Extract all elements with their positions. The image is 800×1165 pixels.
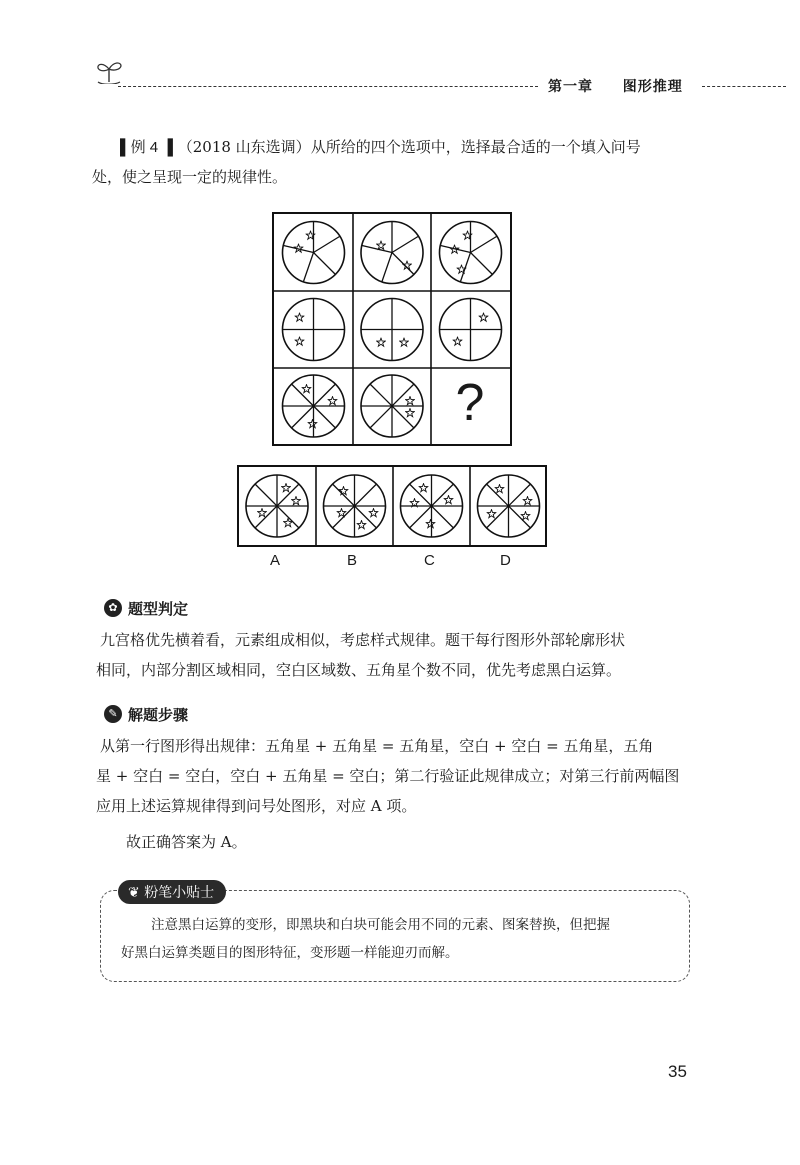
question-source: （2018 山东选调） xyxy=(177,138,311,156)
chapter-label: 第一章 xyxy=(548,79,593,95)
tip-text xyxy=(121,911,681,967)
option-b-figure xyxy=(324,475,386,537)
grid-cell-r3c1 xyxy=(283,375,345,437)
option-c-figure xyxy=(401,475,463,537)
section2-line-2: 星 + 空白 = 空白，空白 + 五角星 = 空白；第二行验证此规律成立；对第三行前两幅图 xyxy=(96,767,680,785)
puzzle-grid xyxy=(272,212,512,446)
example-tag: ▌例 4 ▐ xyxy=(120,139,173,156)
gear-badge-icon: ✿ xyxy=(104,599,122,617)
question-text-1: 从所给的四个选项中，选择最合适的一个填入问号 xyxy=(310,138,641,156)
options-row xyxy=(237,465,547,547)
page-number: 35 xyxy=(668,1062,687,1081)
grid-cell-r2c3 xyxy=(440,299,502,361)
running-header xyxy=(548,76,683,96)
question-line-2: 处，使之呈现一定的规律性。 xyxy=(92,168,288,186)
grid-cell-r3c2 xyxy=(361,375,423,437)
answer-conclusion: 故正确答案为 A。 xyxy=(126,833,247,851)
section-label: 图形推理 xyxy=(622,79,683,95)
grid-cell-r2c2 xyxy=(361,299,423,361)
option-a-figure xyxy=(246,475,308,537)
section-heading-steps: ✎ 解题步骤 xyxy=(128,704,188,725)
question-line-1 xyxy=(120,132,641,163)
grid-cell-r1c1 xyxy=(283,222,345,284)
header-rule-right xyxy=(702,86,786,87)
option-label-c: C xyxy=(424,552,435,569)
grid-cell-r2c1 xyxy=(283,299,345,361)
question-mark: ? xyxy=(455,374,485,432)
section1-line-2: 相同，内部分割区域相同，空白区域数、五角星个数不同，优先考虑黑白运算。 xyxy=(96,661,622,679)
option-label-a: A xyxy=(270,552,281,569)
section2-line-1: 从第一行图形得出规律：五角星 + 五角星 = 五角星，空白 + 空白 = 五角星，五角 xyxy=(100,737,654,755)
option-d-figure xyxy=(478,475,540,537)
tip-line-1: 注意黑白运算的变形，即黑块和白块可能会用不同的元素、图案替换，但把握 xyxy=(151,917,610,933)
header-rule xyxy=(118,86,538,87)
option-label-b: B xyxy=(347,552,358,569)
sprout-logo-icon xyxy=(94,58,124,84)
pen-badge-icon: ✎ xyxy=(104,705,122,723)
tip-badge: ❦ 粉笔小贴士 xyxy=(118,880,226,904)
section2-text xyxy=(96,731,696,857)
sprout-icon: ❦ xyxy=(128,885,140,901)
grid-cell-r1c2 xyxy=(361,222,423,284)
options-figure xyxy=(239,467,545,545)
grid-cell-r1c3 xyxy=(440,222,502,284)
section1-text xyxy=(96,625,696,685)
section2-line-3: 应用上述运算规律得到问号处图形，对应 A 项。 xyxy=(96,797,417,815)
tip-line-2: 好黑白运算类题目的图形特征，变形题一样能迎刃而解。 xyxy=(121,945,459,961)
section1-line-1: 九宫格优先横着看，元素组成相似，考虑样式规律。题干每行图形外部轮廓形状 xyxy=(100,631,626,649)
option-label-d: D xyxy=(500,552,511,569)
section-heading-type: ✿ 题型判定 xyxy=(128,598,188,619)
